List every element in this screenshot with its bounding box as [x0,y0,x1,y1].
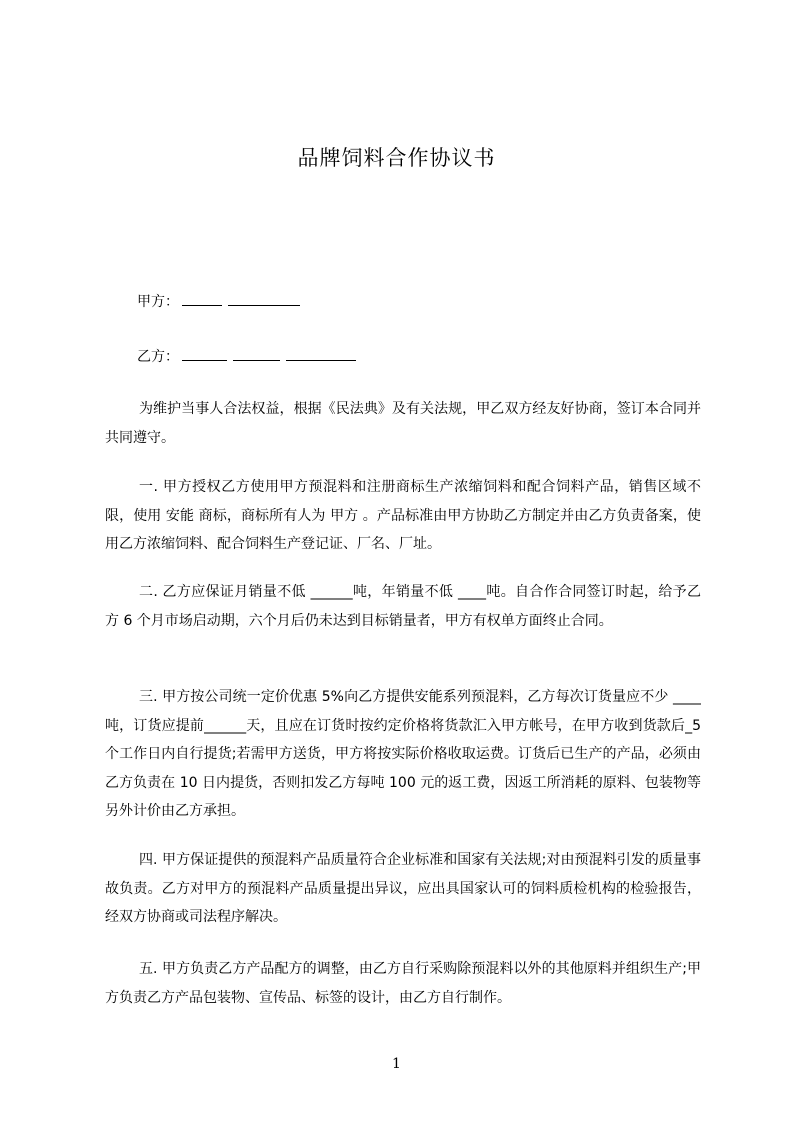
paragraph-clause-1: 一. 甲方授权乙方使用甲方预混料和注册商标生产浓缩饲料和配合饲料产品，销售区域不限，使用 安能 商标，商标所有人为 甲方 。产品标准由甲方协助乙方制定并由乙方负责备案，使用乙方浓缩饲料、配合饲料生产登记证、厂名、厂址。 [105,479,701,552]
party-a-line [137,291,303,311]
paragraph-clause-5: 五. 甲方负责乙方产品配方的调整，由乙方自行采购除预混料以外的其他原料并组织生产;甲方负责乙方产品包装物、宣传品、标签的设计，由乙方自行制作。 [105,961,701,1006]
party-b-blank-2 [233,346,280,361]
page-number: 1 [392,1056,401,1072]
paragraph-preamble: 为维护当事人合法权益，根据《民法典》及有关法规，甲乙双方经友好协商，签订本合同并共同遵守。 [105,401,701,446]
party-b-blank-1 [182,346,227,361]
paragraph-clause-3: 三. 甲方按公司统一定价优惠 5%向乙方提供安能系列预混料，乙方每次订货量应不少 ____吨，订货应提前______天，且应在订货时按约定价格将货款汇入甲方帐号，在甲方收到货款后_5 个工作日内自行提货;若需甲方送货，甲方将按实际价格收取运费。订货后已生产的产品，必须由乙方负责在 10 日内提货，否则扣发乙方每吨 100 元的返工费，因返工所消耗的原料、包装物等另外计价由乙方承担。 [105,689,701,819]
party-b-label: 乙方： [137,349,179,365]
paragraph-clause-2: 二. 乙方应保证月销量不低 ______吨，年销量不低 ____吨。自合作合同签订时起，给予乙方 6 个月市场启动期，六个月后仍未达到目标销量者，甲方有权单方面终止合同。 [105,584,701,629]
paragraph-clause-4: 四. 甲方保证提供的预混料产品质量符合企业标准和国家有关法规;对由预混料引发的质量事故负责。乙方对甲方的预混料产品质量提出异议，应出具国家认可的饲料质检机构的检验报告，经双方协商或司法程序解决。 [105,852,701,925]
party-a-blank-2 [228,291,300,306]
party-b-line [137,346,359,366]
party-b-blank-3 [286,346,356,361]
document-title: 品牌饲料合作协议书 [297,146,496,170]
party-a-label: 甲方： [137,294,179,310]
party-a-blank-1 [182,291,222,306]
